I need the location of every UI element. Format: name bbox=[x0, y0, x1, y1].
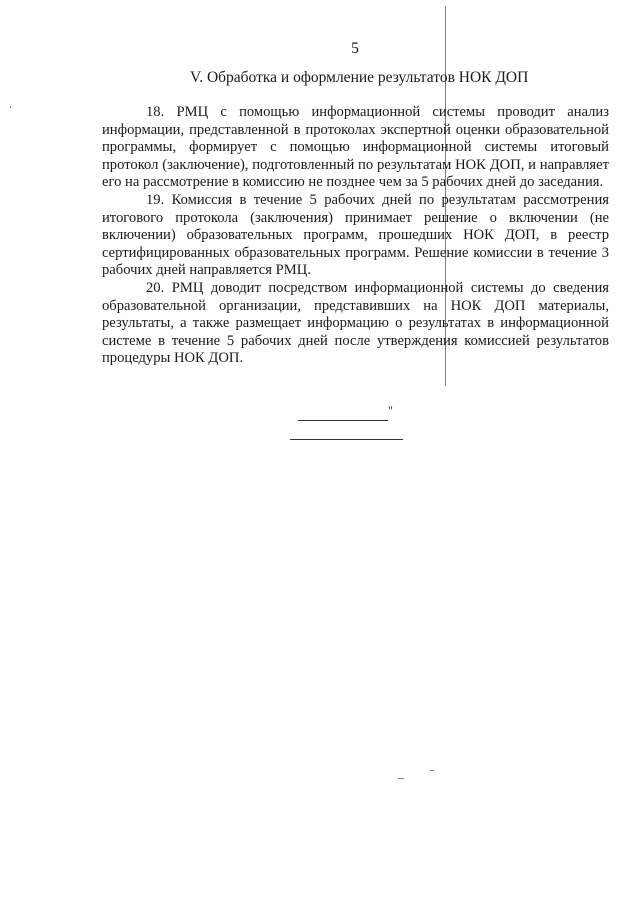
page-number: 5 bbox=[351, 40, 359, 57]
paragraph-19: 19. Комиссия в течение 5 рабочих дней по результатам рассмотрения итогового протокола (заключения) принимает решение о включении (не включении) образовательных программ, прошедших НОК ДОП, в реестр сертифицированных образовательных программ. Решение комиссии в течение 3 рабочих дней направляется РМЦ. bbox=[102, 191, 609, 279]
scan-speck bbox=[10, 106, 11, 108]
section-heading: V. Обработка и оформление результатов НОК ДОП bbox=[190, 69, 529, 86]
paragraph-18: 18. РМЦ с помощью информационной системы проводит анализ информации, представленной в протоколах экспертной оценки образовательной программы, формирует с помощью информационной системы итоговый протокол (заключение), подготовленный по результатам НОК ДОП, и направляет его на рассмотрение в комиссию не позднее чем за 5 рабочих дней до заседания. bbox=[102, 104, 609, 191]
signature-line-upper bbox=[298, 420, 388, 421]
paragraph-20: 20. РМЦ доводит посредством информационной системы до сведения образовательной организации, представивших на НОК ДОП материалы, результаты, а также размещает информацию о результатах в информационной системе в течение 5 рабочих дней после утверждения комиссией результатов процедуры НОК ДОП. bbox=[102, 279, 609, 367]
body-text bbox=[102, 104, 609, 368]
scan-speck bbox=[398, 778, 404, 779]
signature-line-lower bbox=[290, 439, 403, 440]
scan-speck bbox=[430, 770, 434, 771]
signature-mark: " bbox=[388, 403, 393, 417]
